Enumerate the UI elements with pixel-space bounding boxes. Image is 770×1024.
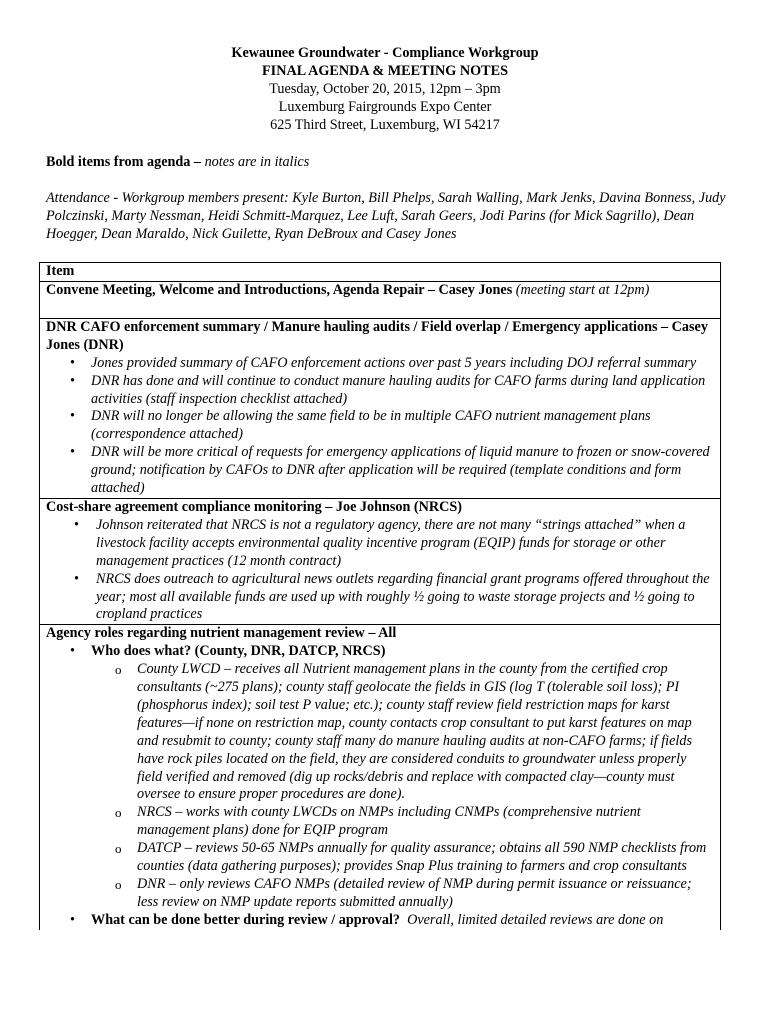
agenda-row-cost-share: [40, 498, 721, 624]
agenda-row-convene: [40, 281, 721, 318]
note-list: [46, 355, 714, 498]
list-item: • Jones provided summary of CAFO enforcement actions over past 5 years including DOJ referral summary: [46, 355, 714, 373]
table-header-item: Item: [46, 263, 75, 279]
list-item: • DNR will no longer be allowing the same field to be in multiple CAFO nutrient management plans (correspondence attached): [46, 408, 714, 444]
agenda-item-title: Agency roles regarding nutrient management review – All: [46, 625, 397, 642]
list-item: • DNR will be more critical of requests for emergency applications of liquid manure to frozen or snow-covered ground; notification by CAFOs to DNR after application will be required (template conditions and form attached): [46, 444, 714, 498]
list-item: o County LWCD – receives all Nutrient management plans in the county from the certified crop consultants (~275 plans); county staff geolocate the fields in GIS (log T (tolerable soil loss); PI (phosphorus index); soil test P value; etc.); county staff review field restriction maps for karst features—if none on restriction map, county contacts crop consultant to put karst features on map and resubmit to county; county staff many do manure hauling audits at non-CAFO farms; if fields have rock piles located on the field, they are considered conduits to groundwater unless properly field verified and removed (dig up rocks/debris and replace with compacted clay—county must oversee to ensure proper procedures are done).: [91, 661, 714, 804]
list-item: o NRCS – works with county LWCDs on NMPs including CNMPs (comprehensive nutrient management plans) done for EQIP program: [91, 804, 714, 840]
attendance-paragraph: Attendance - Workgroup members present: Kyle Burton, Bill Phelps, Sarah Walling, Mark Jenks, Davina Bonness, Judy Polczinski, Marty Nessman, Heidi Schmitt-Marquez, Lee Luft, Sarah Geers, Jodi Parins (for Mick Sagrillo), Dean Hoegger, Dean Maraldo, Nick Guilette, Ryan DeBroux and Casey Jones: [46, 190, 726, 242]
agenda-row-dnr-cafo: [40, 318, 721, 498]
document-title: Kewaunee Groundwater - Compliance Workgroup: [231, 45, 539, 61]
format-legend: [46, 154, 736, 172]
agenda-item-title: DNR CAFO enforcement summary / Manure hauling audits / Field overlap / Emergency applications – Casey Jones (DNR): [46, 318, 708, 353]
legend-bold-text: Bold items from agenda –: [46, 154, 205, 170]
list-item: • DNR has done and will continue to conduct manure hauling audits for CAFO farms during land application activities (staff inspection checklist attached): [46, 373, 714, 409]
list-item: [46, 912, 714, 930]
table-header-row: [40, 263, 721, 282]
question-list: [46, 643, 714, 930]
agenda-item-note: (meeting start at 12pm): [515, 281, 650, 298]
agenda-item-title: Convene Meeting, Welcome and Introductions, Agenda Repair – Casey Jones: [46, 281, 516, 298]
document-header: [0, 45, 770, 135]
question-note: Overall, limited detailed reviews are done on: [407, 911, 664, 928]
list-item: • NRCS does outreach to agricultural news outlets regarding financial grant programs offered throughout the year; most all available funds are used up with roughly ½ going to waste storage projects and ½ going to cropland practices: [46, 571, 714, 625]
document-subtitle: FINAL AGENDA & MEETING NOTES: [262, 62, 508, 79]
agenda-row-agency-roles: [40, 625, 721, 930]
role-list: [91, 661, 714, 912]
note-list: [46, 517, 714, 624]
meeting-venue: Luxemburg Fairgrounds Expo Center: [278, 98, 492, 115]
list-item: o DATCP – reviews 50-65 NMPs annually for quality assurance; obtains all 590 NMP checklists from counties (data gathering purposes); provides Snap Plus training to farmers and crop consultants: [91, 840, 714, 876]
list-item: • Johnson reiterated that NRCS is not a regulatory agency, there are not many “strings attached” when a livestock facility accepts environmental quality incentive program (EQIP) funds for storage or other management practices (12 month contract): [46, 517, 714, 571]
question-text: What can be done better during review / approval?: [91, 911, 400, 928]
meeting-address: 625 Third Street, Luxemburg, WI 54217: [270, 116, 500, 133]
agenda-item-title: Cost-share agreement compliance monitoring – Joe Johnson (NRCS): [46, 498, 463, 515]
legend-italic-text: notes are in italics: [204, 154, 310, 170]
meeting-date: Tuesday, October 20, 2015, 12pm – 3pm: [269, 80, 501, 97]
question-text: Who does what? (County, DNR, DATCP, NRCS): [91, 643, 386, 660]
list-item: [46, 643, 714, 912]
list-item: o DNR – only reviews CAFO NMPs (detailed review of NMP during permit issuance or reissuance; less review on NMP update reports submitted annually): [91, 876, 714, 912]
agenda-table: [39, 262, 721, 930]
